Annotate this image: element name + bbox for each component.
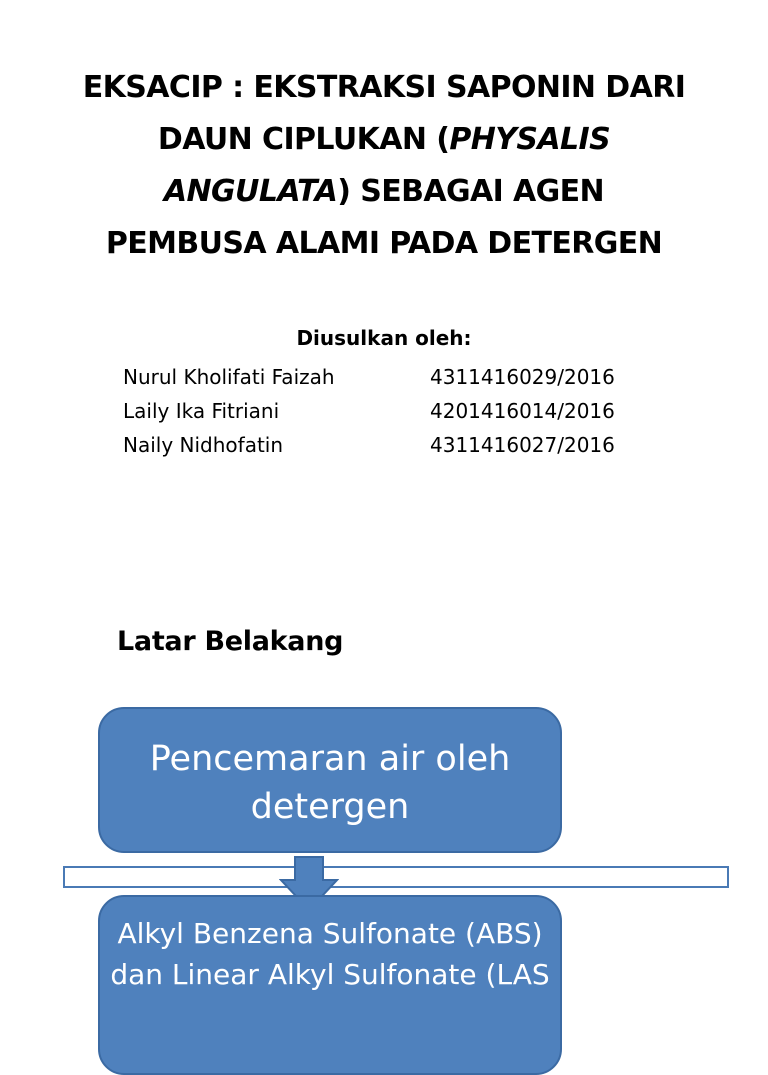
section-heading: Latar Belakang	[117, 626, 344, 657]
connector-bar	[63, 866, 729, 888]
author-id: 4201416014/2016	[430, 399, 615, 423]
title-line-3	[40, 166, 728, 218]
title-line-2-prefix: DAUN CIPLUKAN (	[157, 122, 450, 157]
slide-title	[40, 62, 728, 270]
flow-box-water-pollution: Pencemaran air oleh detergen	[98, 707, 562, 853]
author-name: Laily Ika Fitriani	[123, 399, 280, 423]
flow-box-surfactants: Alkyl Benzena Sulfonate (ABS) dan Linear Alkyl Sulfonate (LAS	[98, 895, 562, 1075]
title-species-epithet: ANGULATA	[163, 174, 338, 209]
author-list	[123, 362, 683, 464]
author-id: 4311416029/2016	[430, 365, 615, 389]
title-line-1: EKSACIP : EKSTRAKSI SAPONIN DARI	[82, 70, 686, 105]
title-line-3-suffix: ) SEBAGAI AGEN	[337, 174, 605, 209]
proposers-heading: Diusulkan oleh:	[296, 326, 472, 350]
author-name: Nurul Kholifati Faizah	[123, 365, 335, 389]
author-id: 4311416027/2016	[430, 433, 615, 457]
author-row	[123, 430, 683, 464]
author-row	[123, 362, 683, 396]
title-line-2	[40, 114, 728, 166]
title-species-genus: PHYSALIS	[449, 122, 611, 157]
title-line-4: PEMBUSA ALAMI PADA DETERGEN	[105, 226, 663, 261]
author-row	[123, 396, 683, 430]
author-name: Naily Nidhofatin	[123, 433, 284, 457]
